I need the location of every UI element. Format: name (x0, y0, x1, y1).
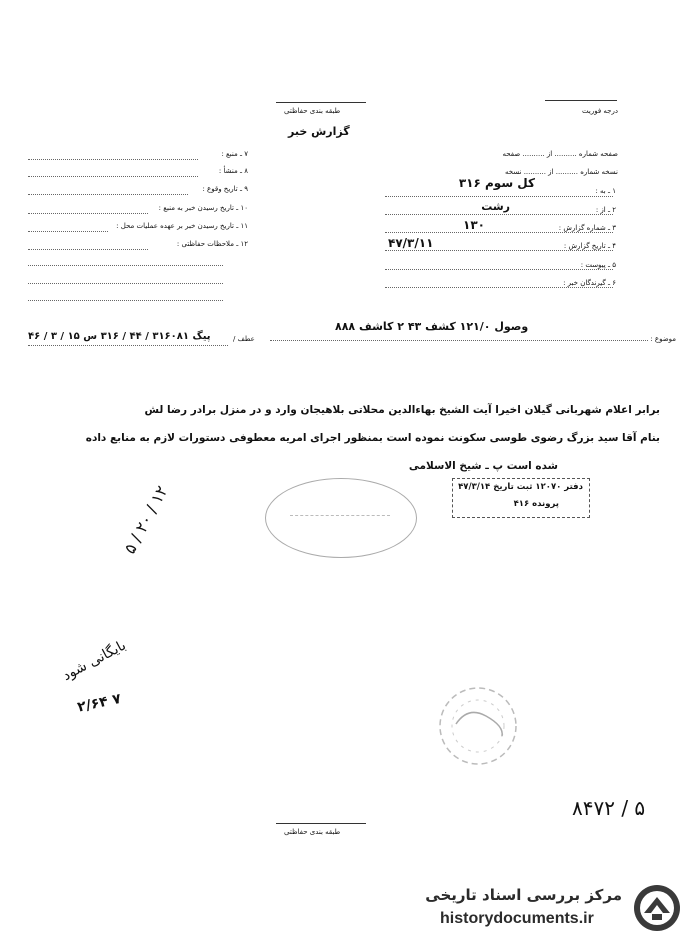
registration-line-1: دفتر ۱۲۰۷۰ ثبت تاریخ ۴۷/۳/۱۴ (458, 482, 583, 492)
urgency-rule (545, 100, 617, 101)
field-protection-notes-line (28, 249, 148, 250)
archive-center-logo-icon (632, 883, 682, 933)
archive-number: ۸۴۷۲ / ۵ (572, 796, 646, 820)
recipients-label: ۶ ـ گیرندگان خبر : (563, 279, 616, 287)
copy-number-field: نسخه شماره .......... از .......... نسخه (505, 168, 618, 176)
left-extra-line-2 (28, 283, 223, 284)
faded-round-seal (428, 676, 528, 776)
oval-stamp-inner-line (290, 515, 390, 516)
bottom-classification-label: طبقه بندی حفاظتی (284, 828, 341, 836)
left-extra-line-1 (28, 265, 223, 266)
page-number-field: صفحه شماره .......... از .......... صفحه (502, 150, 618, 158)
to-label: ۱ ـ به : (595, 187, 616, 195)
recipients-line (385, 287, 613, 288)
field-origin-line (28, 176, 198, 177)
field-occurrence-date-line (28, 194, 188, 195)
subject-attachment-handwritten: پیگ ۳۱۶۰۸۱ / ۴۴ / ۳۱۶ س ۱۵ / ۳ / ۴۶ (28, 331, 211, 342)
watermark-url: historydocuments.ir (440, 910, 594, 927)
from-line (385, 214, 613, 215)
urgency-label: درجه فوریت (582, 107, 618, 115)
from-value: رشت (481, 200, 510, 213)
handwritten-note-archive: بایگانی شود (60, 637, 129, 685)
field-origin: ۸ ـ منشأ : (218, 167, 248, 175)
subject-line (270, 340, 648, 341)
left-extra-line-3 (28, 300, 223, 301)
attachment-label: ۵ ـ پیوست : (580, 261, 616, 269)
subject-label: موضوع : (650, 335, 676, 343)
handwritten-note-date: ۲/۶۴ ۷ (76, 690, 123, 716)
body-line-2: بنام آقا سید بزرگ رضوی طوسی سکونت نموده است بمنظور اجرای امریه معطوفی دستورات لازم به منابع داده (85, 432, 660, 444)
top-classification-label: طبقه بندی حفاظتی (284, 107, 341, 115)
oval-stamp (265, 478, 417, 558)
document-title: گزارش خبر (288, 125, 350, 138)
report-number-line (385, 232, 613, 233)
field-source: ۷ ـ منبع : (221, 150, 248, 158)
to-value: کل سوم ۳۱۶ (458, 176, 535, 190)
field-news-to-operations-date: ۱۱ ـ تاریخ رسیدن خبر بر عهده عملیات محل : (116, 222, 248, 230)
registration-line-2: پرونده ۴۱۶ (513, 499, 559, 509)
handwritten-note-top: ۵ / ۲۰ / ۱۲ (120, 482, 172, 557)
attachment-line (385, 269, 613, 270)
report-number-value: ۱۳۰ (463, 218, 485, 232)
field-news-to-source-date-line (28, 213, 148, 214)
body-line-3: شده است پ ـ شیخ الاسلامی (408, 460, 558, 472)
field-occurrence-date: ۹ ـ تاریخ وقوع : (202, 185, 248, 193)
bottom-classification-rule (276, 823, 366, 824)
from-label: ۲ ـ از : (595, 206, 616, 214)
report-date-value: ۴۷/۳/۱۱ (388, 236, 434, 250)
field-news-to-source-date: ۱۰ ـ تاریخ رسیدن خبر به منبع : (158, 204, 248, 212)
report-date-label: ۴ ـ تاریخ گزارش : (563, 242, 616, 250)
report-number-label: ۳ ـ شماره گزارش : (558, 224, 616, 232)
subject-attachment-line (28, 345, 228, 346)
subject-handwritten: وصول ۱۲۱/۰ کشف ۴۳ ۲ کاشف ۸۸۸ (335, 320, 529, 333)
field-source-line (28, 159, 198, 160)
field-protection-notes: ۱۲ ـ ملاحظات حفاظتی : (176, 240, 248, 248)
registration-stamp-box (452, 478, 590, 518)
report-date-line (385, 250, 613, 251)
body-line-1: برابر اعلام شهربانی گیلان اخیرا آیت الشیخ بهاءالدین محلاتی بلاهیجان وارد و در منزل برادر رضا لش (144, 404, 660, 416)
top-classification-rule (276, 102, 366, 103)
subject-attachment-label: عطف / (233, 335, 255, 343)
to-line (385, 196, 613, 197)
field-news-to-operations-date-line (28, 231, 108, 232)
watermark-title: مرکز بررسی اسناد تاریخی (425, 886, 622, 904)
